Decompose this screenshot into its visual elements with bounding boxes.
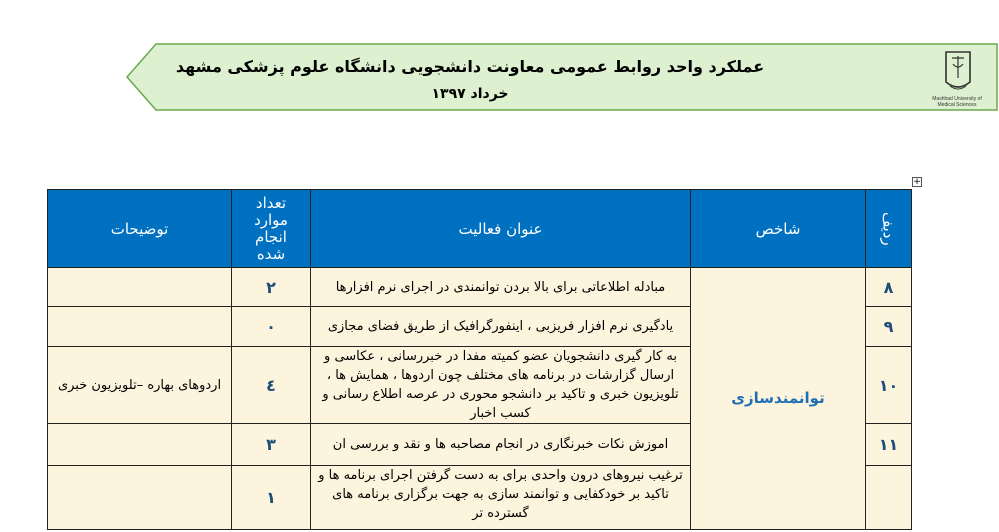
radif-cell: ۱۱ (866, 424, 912, 466)
activity-table (47, 189, 912, 530)
count-cell: ۱ (232, 466, 311, 530)
count-cell: ۰ (232, 307, 311, 347)
notes-cell: اردوهای بهاره –تلویزیون خبری (48, 347, 232, 424)
radif-cell: ۱۰ (866, 347, 912, 424)
shakhes-cell: توانمندسازی (691, 268, 866, 530)
logo-caption: Mashhad University of Medical Sciences (932, 96, 982, 108)
activity-cell: یادگیری نرم افزار فریزبی ، اینفورگرافیک از طریق فضای مجازی (311, 307, 691, 347)
count-cell: ٤ (232, 347, 311, 424)
activity-cell: ترغیب نیروهای درون واحدی برای به دست گرفتن اجرای برنامه ها و تاکید بر خودکفایی و توانمند سازی به جهت برگزاری برنامه های گسترده تر (311, 466, 691, 530)
table-move-handle[interactable]: + (913, 177, 921, 187)
notes-cell (48, 307, 232, 347)
table-row (48, 268, 912, 307)
activity-cell: اموزش نکات خبرنگاری در انجام مصاحبه ها و نقد و بررسی ان (311, 424, 691, 466)
radif-cell: ۹ (866, 307, 912, 347)
notes-cell (48, 466, 232, 530)
header-radif: ردیف (866, 190, 912, 268)
count-cell: ۲ (232, 268, 311, 307)
activity-cell: به کار گیری دانشجویان عضو کمیته مفدا در خبررسانی ، عکاسی و ارسال گزارشات در برنامه های مختلف چون اردوها ، همایش ها ، تلویزیون خبری و تاکید بر دانشجو محوری در عرصه اطلاع رسانی و کسب اخبار (311, 347, 691, 424)
header-shakhes: شاخص (691, 190, 866, 268)
notes-cell (48, 424, 232, 466)
header-notes: توضیحات (48, 190, 232, 268)
radif-cell: ۸ (866, 268, 912, 307)
table-header-row (48, 190, 912, 268)
notes-cell (48, 268, 232, 307)
radif-cell (866, 466, 912, 530)
page-subtitle: خرداد ۱۳۹۷ (431, 86, 509, 102)
activity-cell: مبادله اطلاعاتی برای بالا بردن توانمندی در اجرای نرم افزارها (311, 268, 691, 307)
page-title: عملکرد واحد روابط عمومی معاونت دانشجویی دانشگاه علوم پزشکی مشهد (175, 57, 765, 76)
header-activity: عنوان فعالیت (311, 190, 691, 268)
count-cell: ۳ (232, 424, 311, 466)
header-count: تعداد موارد انجام شده (232, 190, 311, 268)
